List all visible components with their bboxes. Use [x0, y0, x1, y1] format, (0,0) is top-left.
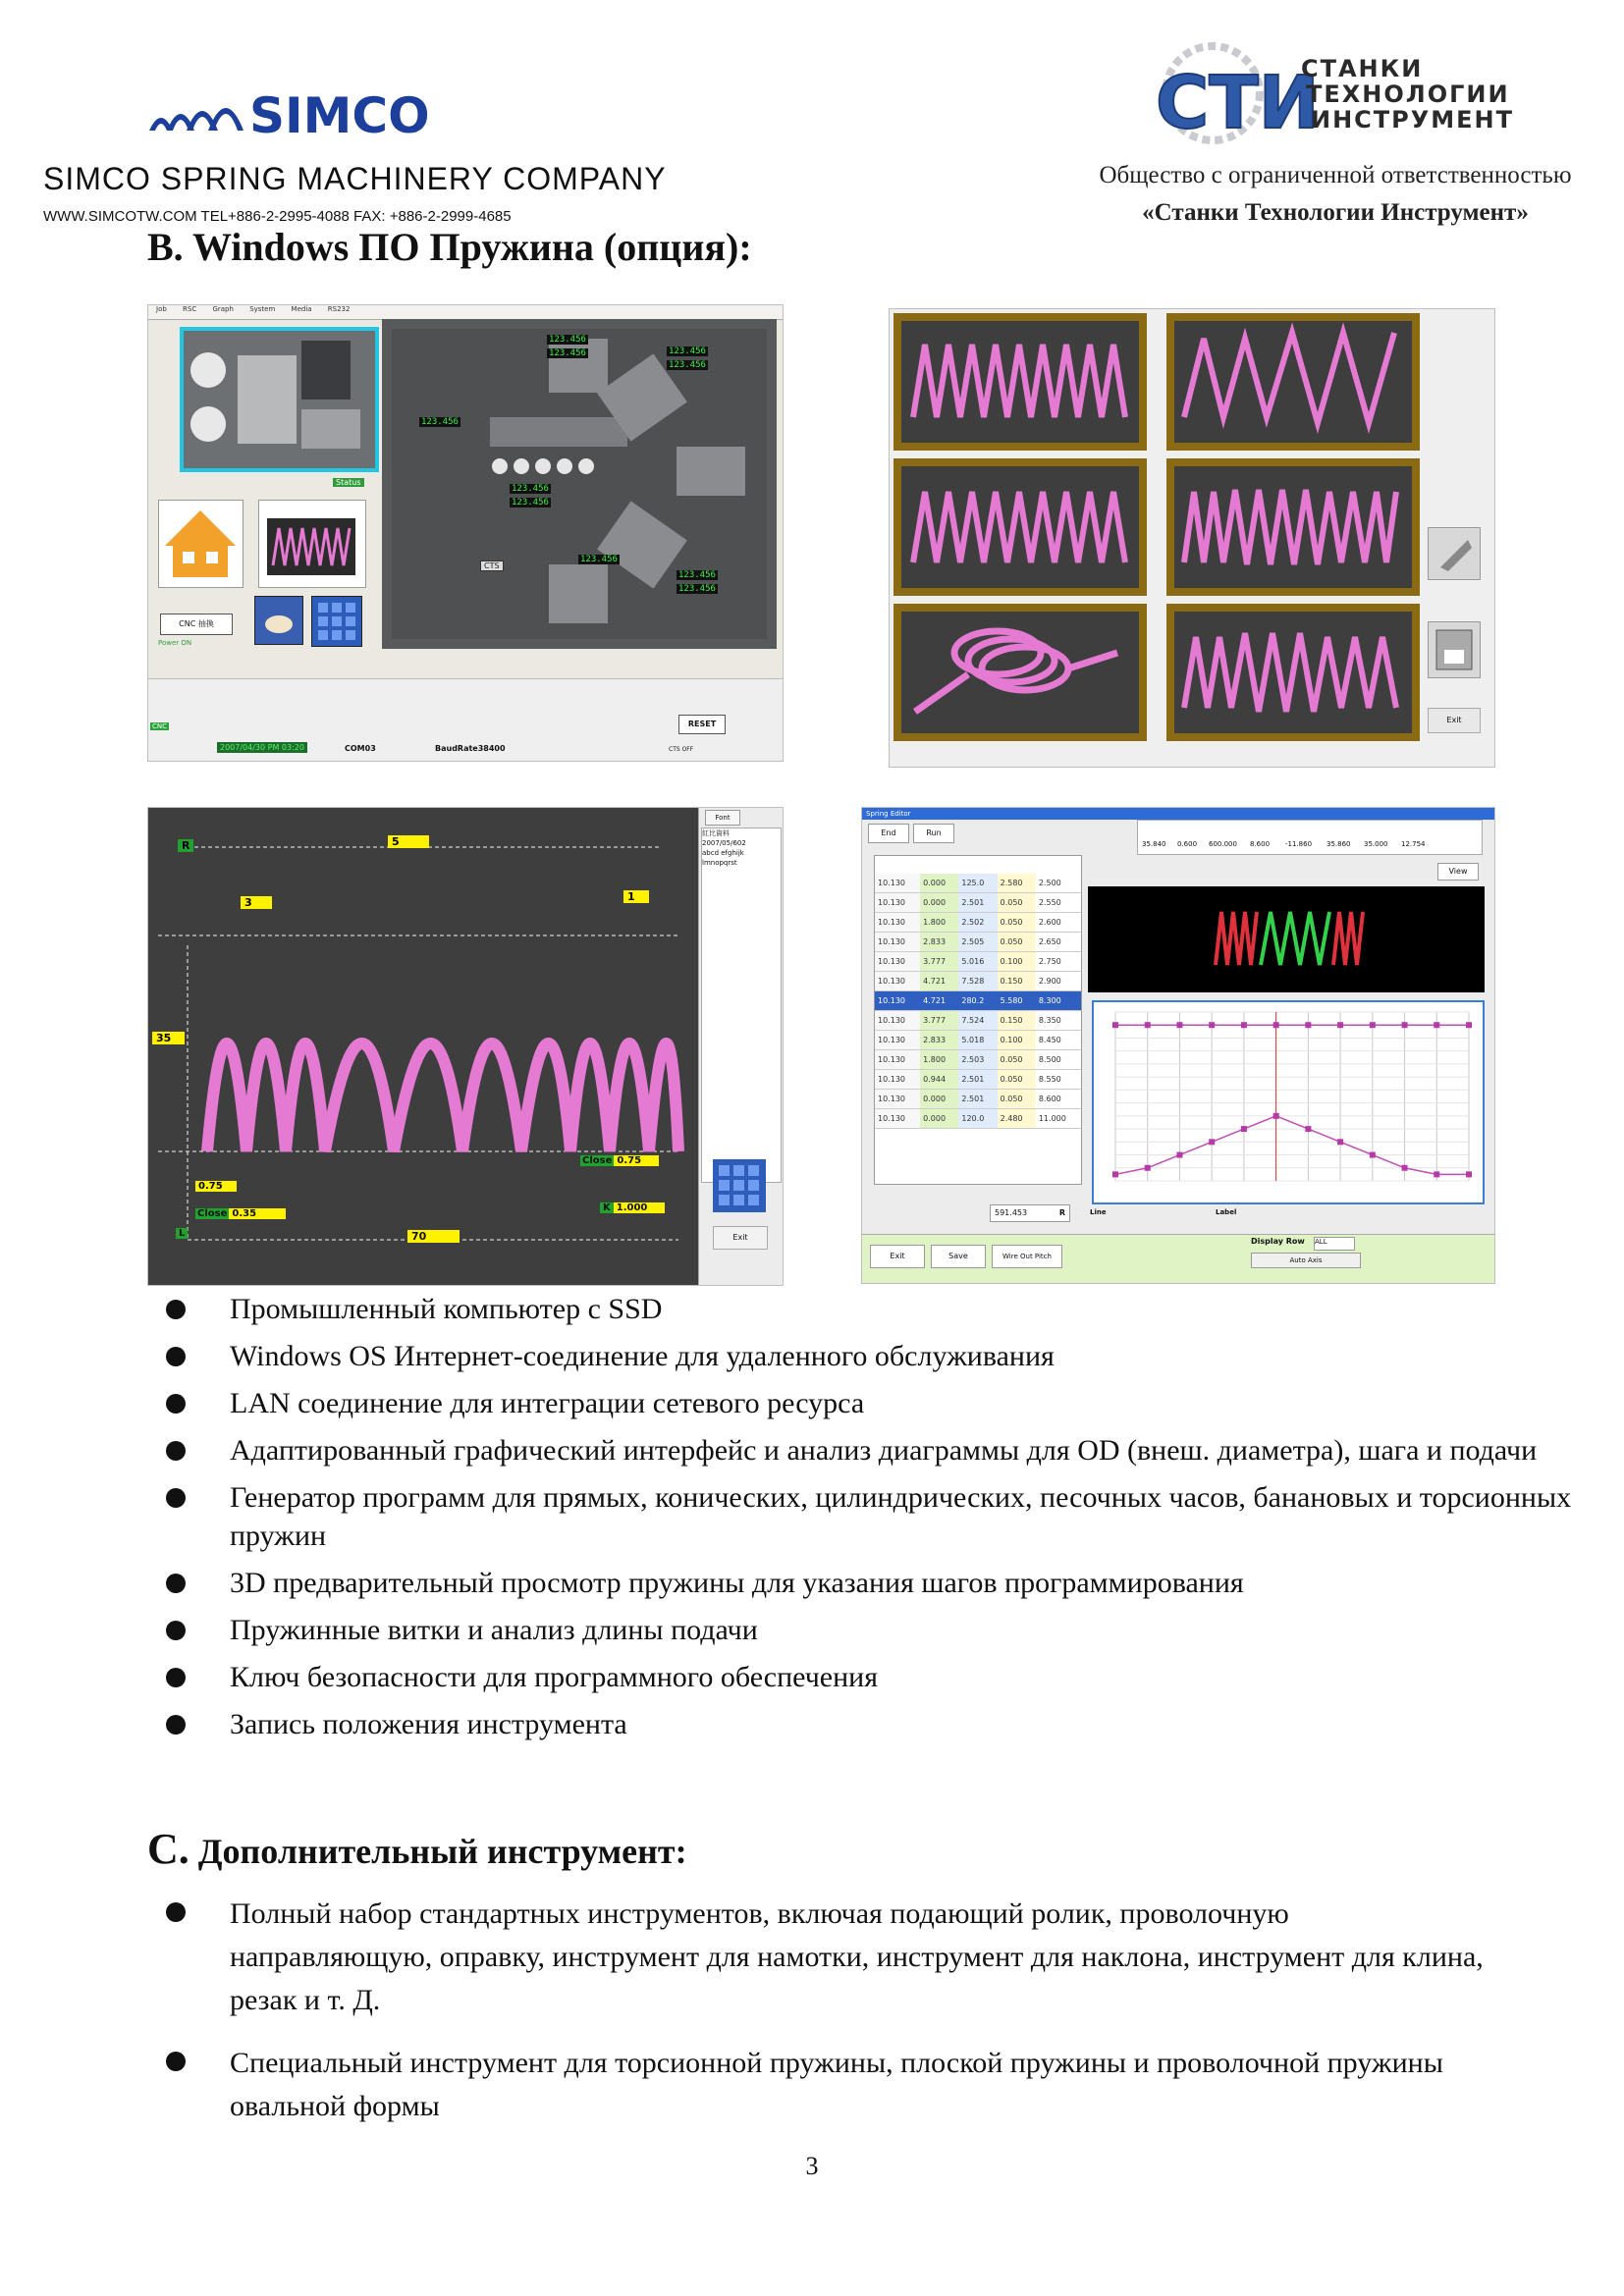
table-cell: 0.000: [920, 1109, 958, 1129]
tools-list: [147, 1893, 1492, 2148]
editor-exit-button[interactable]: Exit: [870, 1245, 925, 1268]
section-c-title: Дополнительный инструмент:: [197, 1832, 687, 1871]
table-cell: 10.130: [875, 1050, 920, 1070]
machine-menubar: [148, 305, 783, 320]
table-cell: 1.800: [920, 913, 958, 933]
table-cell: 5.018: [958, 1031, 997, 1050]
table-cell: 0.050: [998, 1050, 1036, 1070]
drawing-side-panel: [698, 808, 784, 1285]
table-cell: 8.350: [1036, 1011, 1081, 1031]
dim-length: 70: [407, 1230, 460, 1243]
graph-profile-point: [1305, 1126, 1311, 1132]
top-value-6: 35.860: [1326, 840, 1351, 848]
menu-media[interactable]: Media: [291, 305, 312, 313]
readout-1: 123.456: [549, 335, 586, 345]
view-button[interactable]: View: [1437, 863, 1479, 881]
top-value-3: 600.000: [1209, 840, 1237, 848]
table-cell: 0.000: [920, 1090, 958, 1109]
readout-5: 123.456: [421, 417, 459, 427]
menu-rsc[interactable]: RSC: [183, 305, 197, 313]
end-button[interactable]: End: [868, 824, 909, 843]
table-cell: 10.130: [875, 1109, 920, 1129]
menu-job[interactable]: Job: [156, 305, 167, 313]
table-row[interactable]: [875, 972, 1081, 991]
contacts: WWW.SIMCOTW.COM TEL+886-2-2995-4088 FAX: +886-2-2999-4685: [43, 208, 512, 225]
spring-preview: [1088, 886, 1485, 992]
wrench-icon: [1429, 528, 1480, 579]
table-cell: 0.000: [920, 874, 958, 893]
table-cell: 3.777: [920, 952, 958, 972]
table-cell: 5.016: [958, 952, 997, 972]
table-row[interactable]: [875, 1011, 1081, 1031]
table-row[interactable]: [875, 893, 1081, 913]
graph-profile-point: [1112, 1171, 1118, 1177]
table-row[interactable]: [875, 933, 1081, 952]
baud-rate: BaudRate38400: [435, 744, 506, 753]
status-area: [148, 678, 783, 762]
disk-icon: [1429, 622, 1480, 677]
table-row[interactable]: [875, 1031, 1081, 1050]
tool-button[interactable]: [1428, 527, 1481, 580]
editor-table: [874, 855, 1082, 1185]
company-name: SIMCO SPRING MACHINERY COMPANY: [43, 161, 667, 196]
read-button[interactable]: [1428, 621, 1481, 678]
feature-item: Запись положения инструмента: [147, 1705, 1581, 1743]
dim-od: 35: [152, 1032, 185, 1044]
grid-icon: [713, 1159, 766, 1212]
table-cell: 280.2: [958, 991, 997, 1011]
table-cell: 10.130: [875, 913, 920, 933]
table-cell: 7.528: [958, 972, 997, 991]
table-cell: 10.130: [875, 972, 920, 991]
font-sample-line-3: abcd efghijk: [702, 849, 744, 857]
table-cell: 7.524: [958, 1011, 997, 1031]
table-cell: 8.300: [1036, 991, 1081, 1011]
table-cell: 10.130: [875, 874, 920, 893]
graph-top-point: [1370, 1022, 1376, 1028]
cnc-swap-button[interactable]: CNC 抽換: [160, 614, 233, 635]
length-value: 591.453: [995, 1208, 1028, 1217]
top-value-7: 35.000: [1364, 840, 1388, 848]
table-cell: 10.130: [875, 1070, 920, 1090]
machine-screen: [147, 304, 784, 762]
table-cell: 10.130: [875, 991, 920, 1011]
table-cell: 10.130: [875, 933, 920, 952]
status-label: Status: [333, 478, 364, 487]
tool-item: Специальный инструмент для торсионной пружины, плоской пружины и проволочной пружины овальной формы: [147, 2042, 1492, 2128]
table-cell: 2.502: [958, 913, 997, 933]
table-row[interactable]: [875, 991, 1081, 1011]
readout-2: 123.456: [549, 348, 586, 358]
top-value-2: 0.600: [1177, 840, 1198, 848]
com-port: COM03: [345, 744, 376, 753]
table-cell: 8.600: [1036, 1090, 1081, 1109]
font-sample-line-4: lmnopqrst: [702, 859, 737, 867]
table-cell: 2.650: [1036, 933, 1081, 952]
table-cell: 0.150: [998, 972, 1036, 991]
close-left-value: 0.35: [229, 1208, 286, 1219]
section-c-letter: C.: [147, 1825, 189, 1873]
l-label: L: [176, 1228, 188, 1239]
editor-table-grid: [875, 874, 1081, 1129]
close-right: [580, 1155, 659, 1166]
length-box: [990, 1204, 1070, 1222]
sti-logo-line2: ТЕХНОЛОГИИ: [1306, 80, 1510, 108]
table-cell: 0.000: [920, 893, 958, 913]
sti-logo-line3: ИНСТРУМЕНТ: [1311, 106, 1514, 133]
table-cell: 0.100: [998, 952, 1036, 972]
table-cell: 0.050: [998, 933, 1036, 952]
table-cell: 0.050: [998, 913, 1036, 933]
feature-item: Пружинные витки и анализ длины подачи: [147, 1611, 1581, 1649]
top-value-8: 12.754: [1401, 840, 1426, 848]
graph-top-point: [1434, 1022, 1439, 1028]
k-value: [600, 1202, 665, 1213]
table-cell: 8.450: [1036, 1031, 1081, 1050]
spring-gallery-art: [890, 309, 1494, 767]
table-row[interactable]: [875, 1109, 1081, 1129]
table-cell: 125.0: [958, 874, 997, 893]
readout-6: 123.456: [512, 484, 549, 494]
graph-top-point: [1145, 1022, 1151, 1028]
font-sample-line-1: 紅比資料: [702, 829, 730, 837]
table-cell: 2.600: [1036, 913, 1081, 933]
close-right-label: Close: [582, 1155, 613, 1166]
top-value-5: -11.860: [1285, 840, 1313, 848]
graph-top-point: [1305, 1022, 1311, 1028]
table-cell: 2.501: [958, 1090, 997, 1109]
table-cell: 0.050: [998, 1070, 1036, 1090]
section-b-heading: B. Windows ПО Пружина (опция):: [147, 225, 752, 269]
graph-top-point: [1241, 1022, 1247, 1028]
table-cell: 2.580: [998, 874, 1036, 893]
grid-icon: [312, 597, 361, 646]
table-cell: 8.500: [1036, 1050, 1081, 1070]
graph-top-point: [1466, 1022, 1472, 1028]
cnc-tag: CNC: [152, 722, 168, 730]
table-cell: 120.0: [958, 1109, 997, 1129]
datetime: 2007/04/30 PM 03:20: [217, 742, 307, 753]
run-button[interactable]: Run: [913, 824, 954, 843]
dim-r: R: [178, 839, 193, 852]
table-cell: 2.501: [958, 1070, 997, 1090]
power-on-label: Power ON: [158, 639, 192, 647]
table-cell: 3.777: [920, 1011, 958, 1031]
drawing-screen: [147, 807, 784, 1286]
tool-item: Полный набор стандартных инструментов, включая подающий ролик, проволочную направляющую, оправку, инструмент для намотки, инструмент для наклона, инструмент для клина, резак и т. Д.: [147, 1893, 1492, 2022]
readout-8: 123.456: [580, 555, 618, 564]
features-list: [147, 1290, 1581, 1752]
feature-item: LAN соединение для интеграции сетевого ресурса: [147, 1384, 1581, 1422]
wire-out-pitch-button[interactable]: Wire Out Pitch: [992, 1245, 1062, 1268]
feature-item: Генератор программ для прямых, конических, цилиндрических, песочных часов, банановых и торсионных пружин: [147, 1478, 1581, 1555]
readout-4: 123.456: [669, 360, 706, 370]
table-cell: 10.130: [875, 952, 920, 972]
simco-logo: [147, 83, 481, 142]
sti-logo-mark: СТИ: [1156, 61, 1320, 145]
page-number: 3: [805, 2152, 819, 2180]
editor-screen: [861, 807, 1495, 1284]
cts-label: CTS: [480, 561, 504, 571]
table-cell: 2.501: [958, 893, 997, 913]
reset-button[interactable]: RESET: [678, 715, 726, 734]
machine-photo: [184, 331, 375, 468]
table-cell: 2.900: [1036, 972, 1081, 991]
simco-wordmark: SIMCO: [249, 87, 430, 142]
grid-button[interactable]: [311, 596, 362, 647]
font-sample-line-2: 2007/05/602: [702, 839, 746, 847]
gallery-exit-button[interactable]: Exit: [1428, 708, 1481, 733]
spring-thumb-icon: [267, 518, 355, 575]
menu-rs232[interactable]: RS232: [327, 305, 351, 313]
table-cell: 2.833: [920, 933, 958, 952]
graph-profile-point: [1145, 1165, 1151, 1171]
table-cell: 2.503: [958, 1050, 997, 1070]
k-label: K: [600, 1202, 614, 1213]
top-value-4: 8.600: [1250, 840, 1271, 848]
graph-profile-point: [1434, 1171, 1439, 1177]
spring-preview-art: [1088, 886, 1485, 992]
table-cell: 2.550: [1036, 893, 1081, 913]
editor-graph: [1092, 1000, 1485, 1204]
k-number: 1.000: [614, 1202, 666, 1213]
menu-system[interactable]: System: [249, 305, 276, 313]
graph-top-point: [1176, 1022, 1182, 1028]
spring-gallery: [889, 308, 1495, 768]
readout-3: 123.456: [669, 347, 706, 356]
dim-top: 5: [388, 835, 429, 848]
table-cell: 4.721: [920, 991, 958, 1011]
font-sample: [701, 828, 782, 1183]
close-left-label: Close: [197, 1208, 228, 1219]
dim-right: 1: [623, 890, 649, 903]
table-cell: 2.480: [998, 1109, 1036, 1129]
editor-graph-plot: [1094, 1002, 1483, 1202]
graph-profile-point: [1466, 1171, 1472, 1177]
feature-item: Промышленный компьютер с SSD: [147, 1290, 1581, 1328]
dim-075: 0.75: [195, 1181, 237, 1192]
readout-7: 123.456: [512, 498, 549, 507]
graph-profile-point: [1209, 1139, 1215, 1145]
table-cell: 11.000: [1036, 1109, 1081, 1129]
table-cell: 10.130: [875, 1011, 920, 1031]
spring-thumb[interactable]: [258, 500, 366, 588]
table-cell: 4.721: [920, 972, 958, 991]
table-row[interactable]: [875, 874, 1081, 893]
table-cell: 1.800: [920, 1050, 958, 1070]
sti-logo: [1144, 39, 1576, 167]
table-cell: 0.050: [998, 1090, 1036, 1109]
hand-tool-button[interactable]: [254, 596, 303, 645]
graph-top-point: [1209, 1022, 1215, 1028]
display-row-select[interactable]: ALL: [1314, 1237, 1355, 1251]
readout-9: 123.456: [678, 570, 716, 580]
org-line-1: Общество с ограниченной ответственностью: [1099, 162, 1572, 188]
graph-profile-point: [1337, 1139, 1343, 1145]
menu-graph[interactable]: Graph: [212, 305, 234, 313]
hand-icon: [255, 597, 302, 644]
home-icon: [159, 501, 243, 587]
graph-profile-point: [1370, 1152, 1376, 1158]
length-unit: R: [1058, 1208, 1065, 1217]
auto-axis-button[interactable]: Auto Axis: [1251, 1253, 1361, 1268]
close-left: [195, 1208, 286, 1219]
section-c-heading: [147, 1824, 687, 1874]
label-label: Label: [1216, 1208, 1237, 1216]
table-cell: 5.580: [998, 991, 1036, 1011]
table-row[interactable]: [875, 1070, 1081, 1090]
graph-profile-point: [1402, 1165, 1408, 1171]
graph-top-point: [1112, 1022, 1118, 1028]
table-cell: 0.100: [998, 1031, 1036, 1050]
line-label: Line: [1090, 1208, 1107, 1216]
table-cell: 0.050: [998, 893, 1036, 913]
table-row[interactable]: [875, 1050, 1081, 1070]
feature-item: 3D предварительный просмотр пружины для указания шагов программирования: [147, 1564, 1581, 1602]
top-values: [1137, 820, 1483, 855]
editor-save-button[interactable]: Save: [931, 1245, 986, 1268]
table-cell: 0.944: [920, 1070, 958, 1090]
font-button[interactable]: Font: [705, 810, 740, 826]
table-cell: 0.150: [998, 1011, 1036, 1031]
display-row-label: Display Row: [1251, 1237, 1305, 1246]
graph-top-point: [1402, 1022, 1408, 1028]
graph-profile-point: [1241, 1126, 1247, 1132]
table-cell: 8.550: [1036, 1070, 1081, 1090]
table-row[interactable]: [875, 1090, 1081, 1109]
editor-titlebar: Spring Editor: [862, 808, 1495, 820]
top-value-1: 35.840: [1142, 840, 1166, 848]
graph-profile-point: [1273, 1113, 1279, 1119]
feature-item: Адаптированный графический интерфейс и анализ диаграммы для OD (внеш. диаметра), шага и подачи: [147, 1431, 1581, 1469]
graph-top-point: [1337, 1022, 1343, 1028]
table-cell: 2.750: [1036, 952, 1081, 972]
table-cell: 2.833: [920, 1031, 958, 1050]
table-cell: 10.130: [875, 1031, 920, 1050]
camera-preview: [180, 327, 379, 472]
table-cell: 2.500: [1036, 874, 1081, 893]
org-line-2: «Станки Технологии Инструмент»: [1142, 199, 1529, 226]
graph-top-point: [1273, 1022, 1279, 1028]
sti-logo-line1: СТАНКИ: [1301, 55, 1424, 82]
table-cell: 10.130: [875, 893, 920, 913]
graph-profile-line: [1115, 1116, 1469, 1175]
dim-pitch: 3: [241, 896, 272, 909]
machine-diagram: [382, 319, 777, 649]
feature-item: Windows OS Интернет-соединение для удаленного обслуживания: [147, 1337, 1581, 1375]
graph-profile-point: [1176, 1152, 1182, 1158]
table-cell: 10.130: [875, 1090, 920, 1109]
drawing-exit-button[interactable]: Exit: [713, 1226, 768, 1250]
table-cell: 2.505: [958, 933, 997, 952]
table-row[interactable]: [875, 913, 1081, 933]
editor-bottom-bar: [862, 1234, 1494, 1284]
close-right-value: 0.75: [614, 1155, 659, 1166]
machine-diagram-art: [382, 319, 777, 649]
cts-status: CTS OFF: [669, 746, 694, 753]
drawing-grid-button[interactable]: [713, 1159, 766, 1212]
feature-item: Ключ безопасности для программного обеспечения: [147, 1658, 1581, 1696]
readout-10: 123.456: [678, 584, 716, 594]
table-row[interactable]: [875, 952, 1081, 972]
home-button[interactable]: [158, 500, 244, 588]
